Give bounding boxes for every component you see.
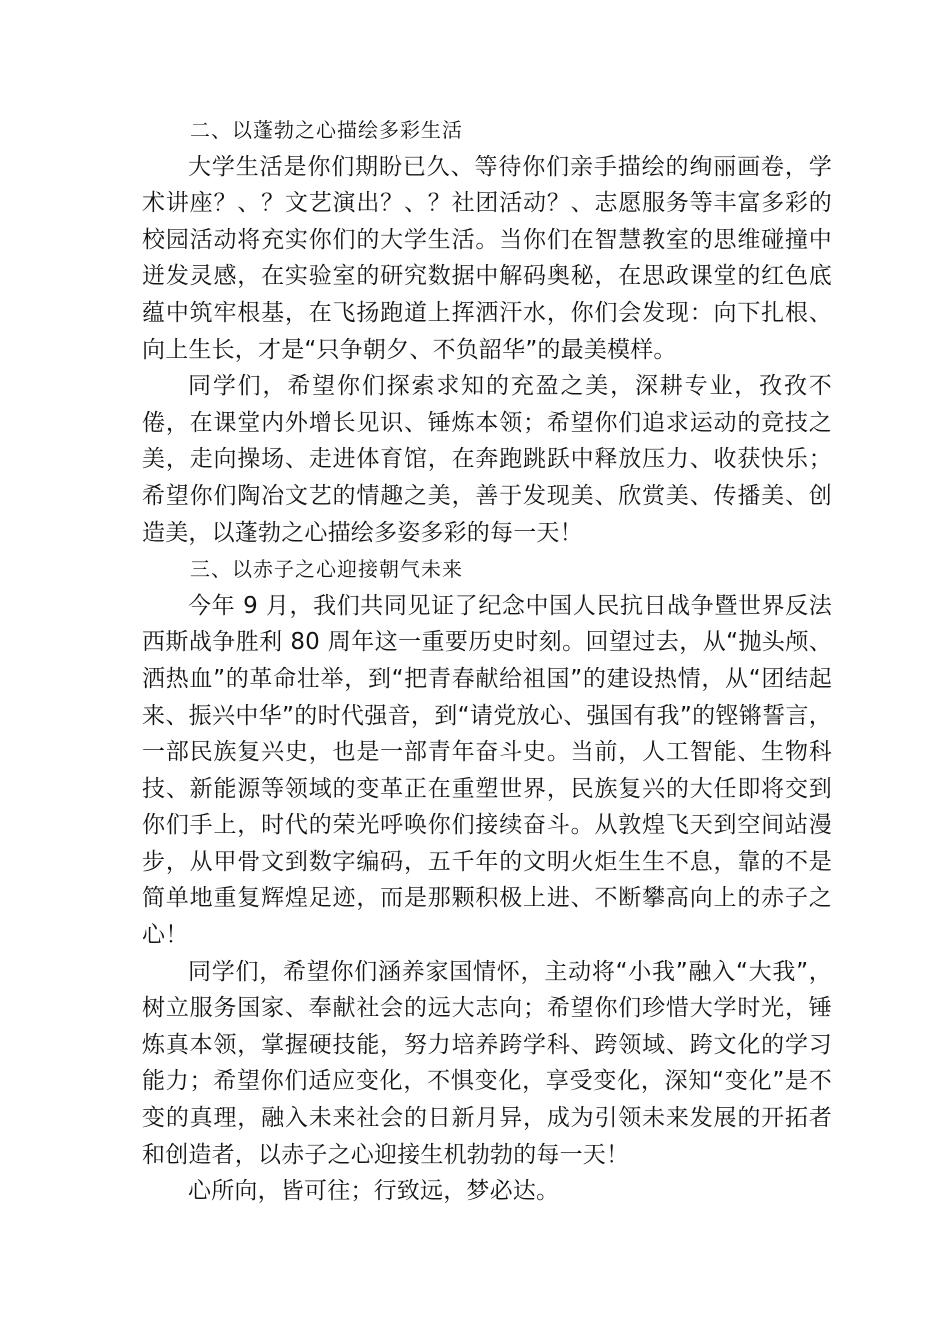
document-body xyxy=(142,112,832,1210)
closing-line: 心所向，皆可往；行致远，梦必达。 xyxy=(188,1178,560,1205)
section-heading-3: 三、以赤子之心迎接朝气未来 xyxy=(190,557,463,582)
section-2-paragraph-2: 同学们，希望你们探索求知的充盈之美，深耕专业，孜孜不倦，在课堂内外增长见识、锤炼本领；希望你们追求运动的竞技之美，走向操场、走进体育馆，在奔跑跳跃中释放压力、收获快乐；希望你们陶冶文艺的情趣之美，善于发现美、欣赏美、传播美、创造美，以蓬勃之心描绘多姿多彩的每一天！ xyxy=(142,373,832,546)
section-2-paragraph-1: 大学生活是你们期盼已久、等待你们亲手描绘的绚丽画卷，学术讲座？、？文艺演出？、？社团活动？、志愿服务等丰富多彩的校园活动将充实你们的大学生活。当你们在智慧教室的思维碰撞中迸发灵感，在实验室的研究数据中解码奥秘，在思政课堂的红色底蕴中筑牢根基，在飞扬跑道上挥洒汗水，你们会发现：向下扎根、向上生长，才是“只争朝夕、不负韶华”的最美模样。 xyxy=(142,153,832,363)
section-3-paragraph-1: 今年 9 月，我们共同见证了纪念中国人民抗日战争暨世界反法西斯战争胜利 80 周年这一重要历史时刻。回望过去，从“抛头颅、洒热血”的革命壮举，到“把青春献给祖国”的建设热情，从“团结起来、振兴中华”的时代强音，到“请党放心、强国有我”的铿锵誓言，一部民族复兴史，也是一部青年奋斗史。当前，人工智能、生物科技、新能源等领域的变革正在重塑世界，民族复兴的大任即将交到你们手上，时代的荣光呼唤你们接续奋斗。从敦煌飞天到空间站漫步，从甲骨文到数字编码，五千年的文明火炬生生不息，靠的不是简单地重复辉煌足迹，而是那颗积极上进、不断攀高向上的赤子之心！ xyxy=(142,592,832,949)
section-heading-2: 二、以蓬勃之心描绘多彩生活 xyxy=(190,118,463,142)
section-3-paragraph-2: 同学们，希望你们涵养家国情怀，主动将“小我”融入“大我”，树立服务国家、奉献社会的远大志向；希望你们珍惜大学时光，锤炼真本领，掌握硬技能，努力培养跨学科、跨领域、跨文化的学习能力；希望你们适应变化，不惧变化，享受变化，深知“变化”是不变的真理，融入未来社会的日新月异，成为引领未来发展的开拓者和创造者，以赤子之心迎接生机勃勃的每一天！ xyxy=(142,958,832,1168)
